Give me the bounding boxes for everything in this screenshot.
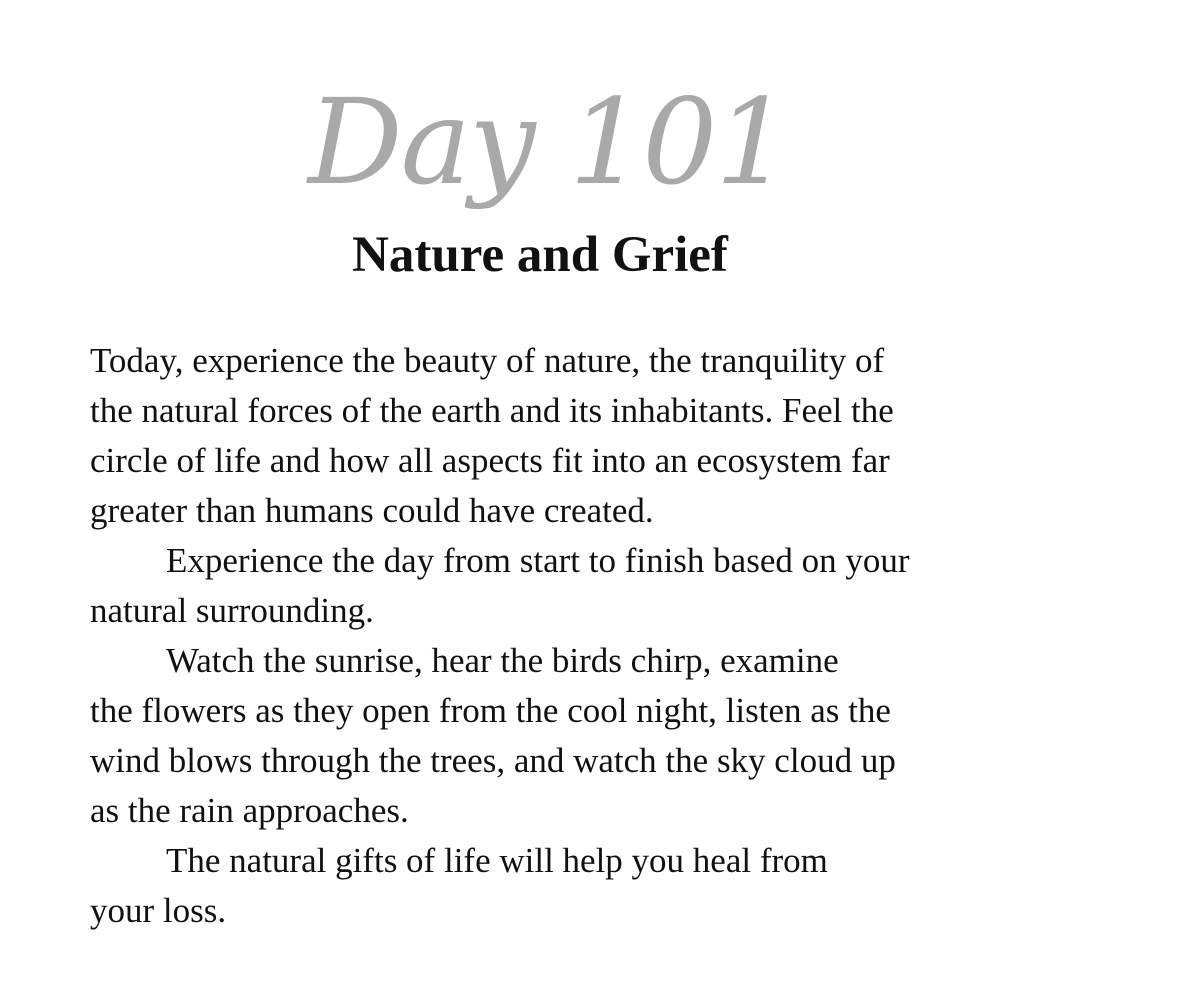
body-line-indented: The natural gifts of life will help you heal from xyxy=(166,841,828,880)
body-line: your loss. xyxy=(90,891,227,930)
body-line: natural surrounding. xyxy=(90,591,374,630)
body-line-indented: Watch the sunrise, hear the birds chirp, examine xyxy=(166,641,839,680)
body-line: the flowers as they open from the cool night, listen as the xyxy=(90,691,891,730)
body-line: the natural forces of the earth and its inhabitants. Feel the xyxy=(90,391,894,430)
body-line: as the rain approaches. xyxy=(90,791,409,830)
body-line: Today, experience the beauty of nature, the tranquility of xyxy=(90,341,885,380)
chapter-title: Nature and Grief xyxy=(352,227,728,283)
day-number-heading: Day 101 xyxy=(308,73,789,211)
body-line: greater than humans could have created. xyxy=(90,491,654,530)
body-line: circle of life and how all aspects fit into an ecosystem far xyxy=(90,441,890,480)
body-line-indented: Experience the day from start to finish based on your xyxy=(166,541,910,580)
body-text xyxy=(90,336,1050,936)
body-line: wind blows through the trees, and watch the sky cloud up xyxy=(90,741,896,780)
